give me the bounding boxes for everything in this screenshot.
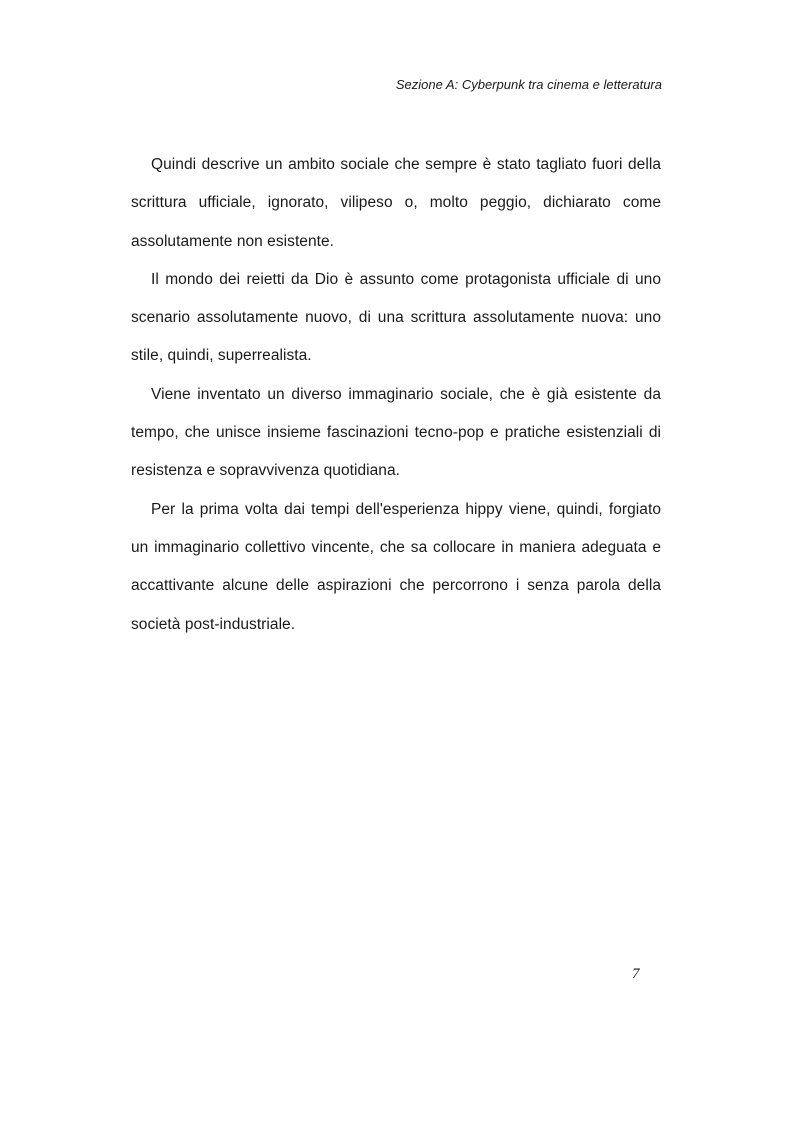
paragraph: Il mondo dei reietti da Dio è assunto come protagonista ufficiale di uno scenario assolutamente nuovo, di una scrittura assolutamente nuova: uno stile, quindi, superrealista.: [131, 270, 661, 365]
page-number: 7: [632, 966, 640, 982]
paragraph: Per la prima volta dai tempi dell'esperienza hippy viene, quindi, forgiato un immaginario collettivo vincente, che sa collocare in maniera adeguata e accattivante alcune delle aspirazioni che percorrono i senza parola della società post-industriale.: [131, 500, 661, 633]
running-header: Sezione A: Cyberpunk tra cinema e letteratura: [395, 77, 662, 92]
paragraph: Viene inventato un diverso immaginario sociale, che è già esistente da tempo, che unisce insieme fascinazioni tecno-pop e pratiche esistenziali di resistenza e sopravvivenza quotidiana.: [131, 385, 661, 480]
body-text: [131, 146, 661, 644]
paragraph: Quindi descrive un ambito sociale che sempre è stato tagliato fuori della scrittura ufficiale, ignorato, vilipeso o, molto peggio, dichiarato come assolutamente non esistente.: [131, 156, 661, 250]
